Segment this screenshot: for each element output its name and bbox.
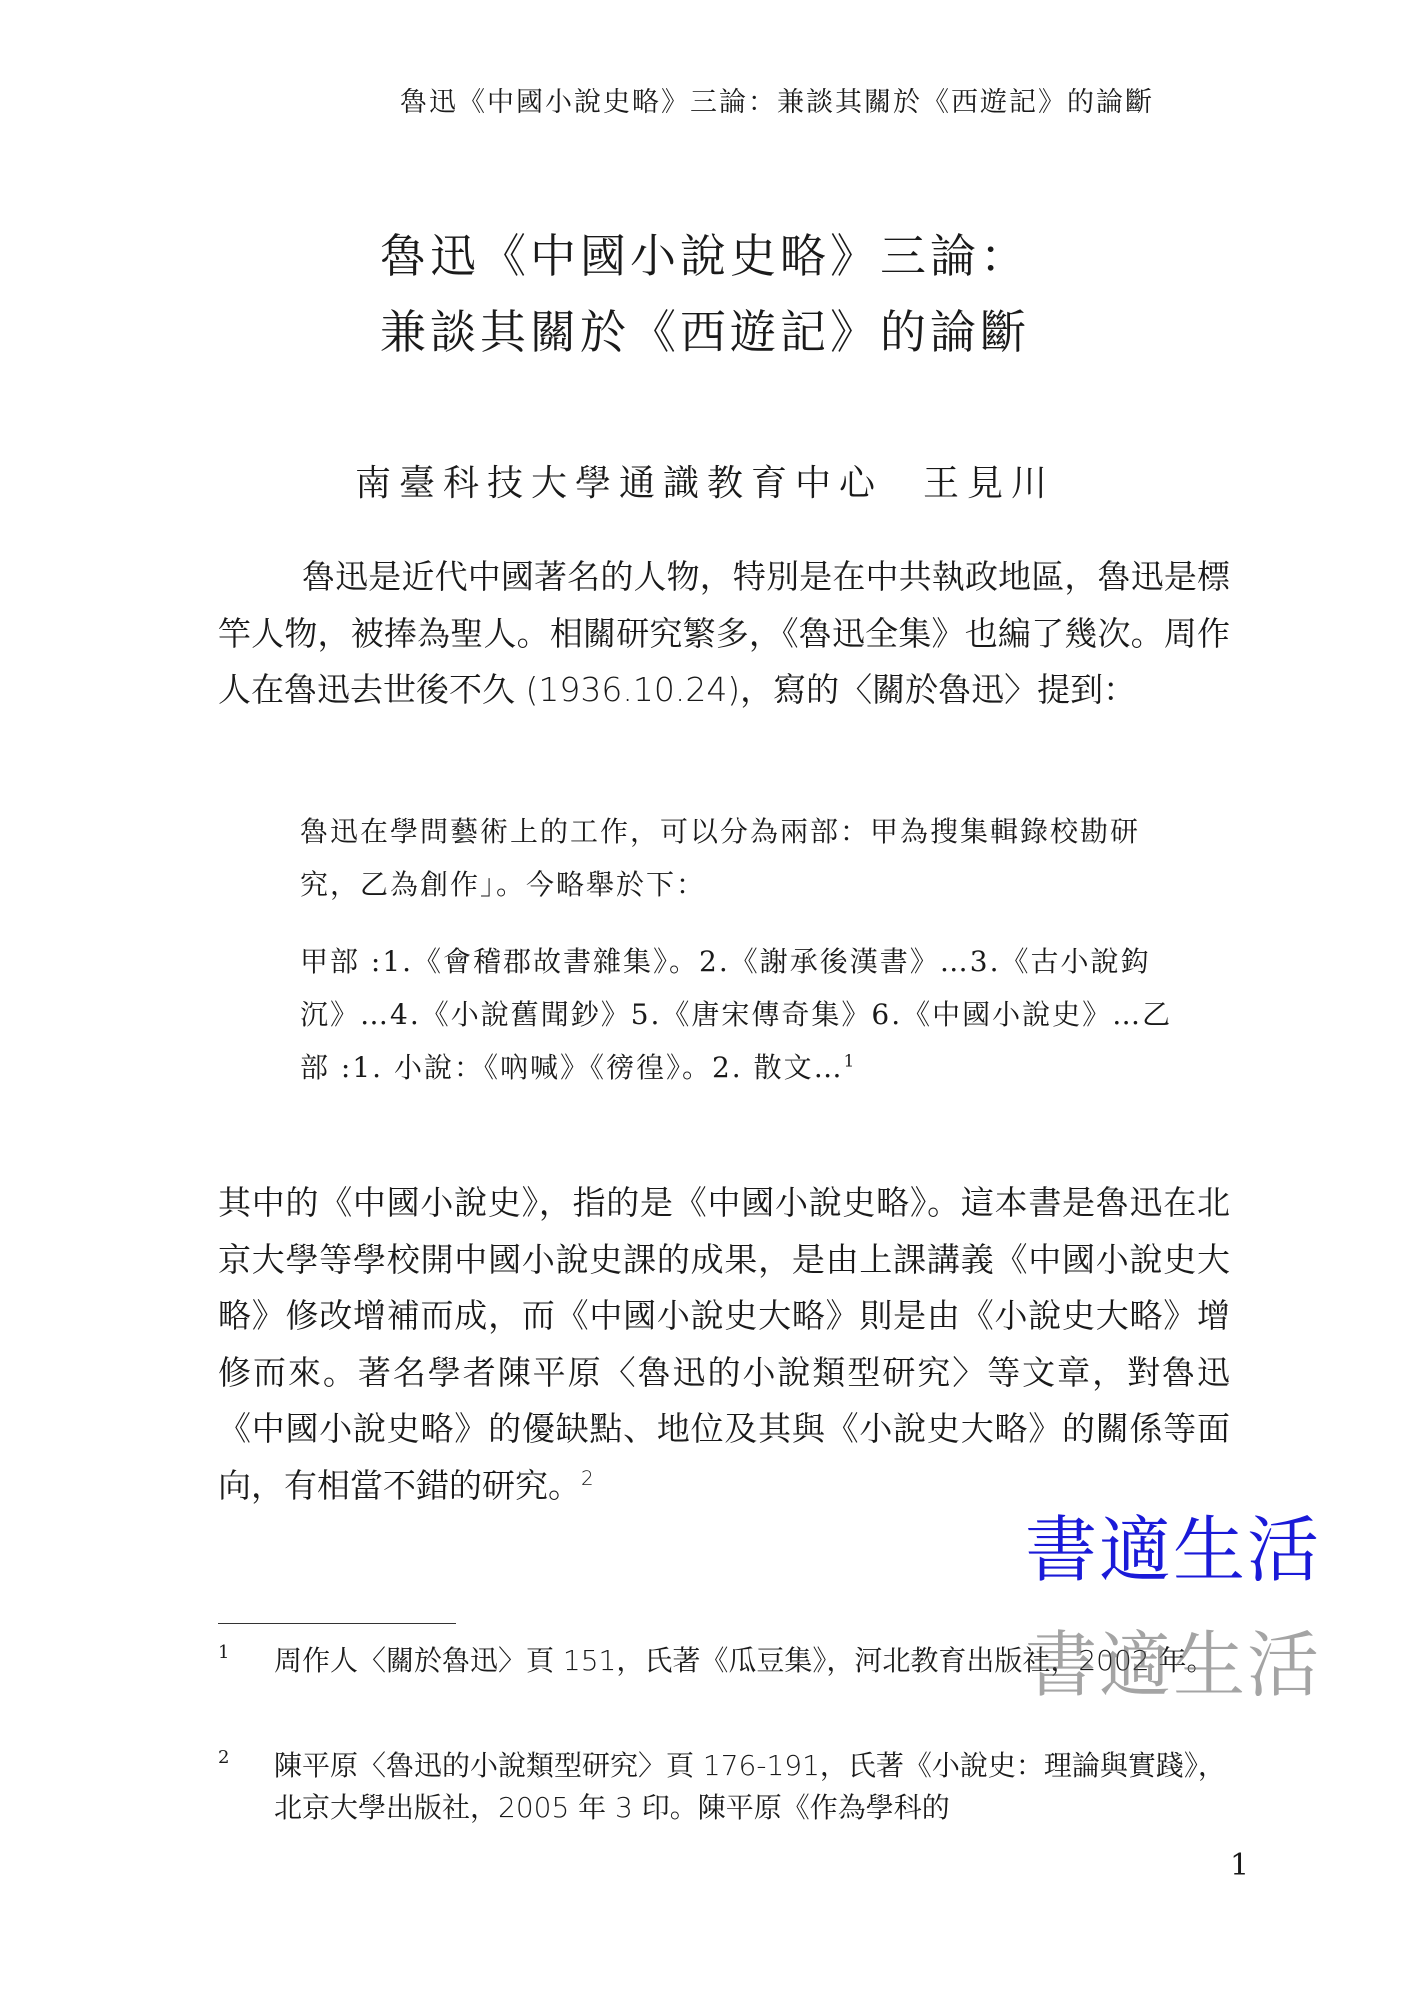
footnote-1-mark: 1 bbox=[218, 1642, 230, 1663]
running-header: 魯迅《中國小說史略》三論：兼談其關於《西遊記》的論斷 bbox=[400, 87, 1154, 118]
block-quote-2 bbox=[300, 935, 1180, 1094]
watermark-gray: 書適生活 bbox=[1025, 1623, 1322, 1707]
footnote-2 bbox=[218, 1745, 1230, 1829]
paragraph-main bbox=[218, 1175, 1230, 1514]
title-line-2: 兼談其關於《西遊記》的論斷 bbox=[380, 305, 1030, 359]
footnote-1-text: 周作人〈關於魯迅〉頁 151，氏著《瓜豆集》，河北教育出版社，2002 年。 bbox=[274, 1644, 1215, 1677]
paragraph-main-text: 其中的《中國小說史》，指的是《中國小說史略》。這本書是魯迅在北京大學等學校開中國小說史課的成果，是由上課講義《中國小說史大略》修改增補而成，而《中國小說史大略》則是由《小說史大略》增修而來。著名學者陳平原〈魯迅的小說類型研究〉等文章，對魯迅《中國小說史略》的優缺點、地位及其與《小說史大略》的關係等面向，有相當不錯的研究。 bbox=[218, 1183, 1230, 1505]
footnote-2-mark: 2 bbox=[218, 1747, 230, 1768]
author-affiliation: 南臺科技大學通識教育中心 bbox=[354, 463, 883, 504]
author-line bbox=[200, 455, 1210, 506]
footnote-ref-1[interactable]: 1 bbox=[843, 1050, 857, 1071]
block-quote-2-text: 甲部 :1.《會稽郡故書雜集》。2.《謝承後漢書》…3.《古小說鈎沉》…4.《小說舊聞鈔》5.《唐宋傳奇集》6.《中國小說史》…乙部 :1. 小說：《吶喊》《徬徨》。2. 散文… bbox=[300, 945, 1173, 1084]
watermark-blue: 書適生活 bbox=[1025, 1508, 1322, 1592]
paragraph-intro: 魯迅是近代中國著名的人物，特別是在中共執政地區，魯迅是標竿人物，被捧為聖人。相關研究繁多，《魯迅全集》也編了幾次。周作人在魯迅去世後不久 (1936.10.24)，寫的〈關於魯迅〉提到： bbox=[218, 557, 1230, 709]
title-line-1: 魯迅《中國小說史略》三論： bbox=[380, 229, 1030, 283]
footnote-ref-2[interactable]: 2 bbox=[581, 1466, 594, 1490]
footnote-2-text: 陳平原〈魯迅的小說類型研究〉頁 176-191，氏著《小說史：理論與實踐》，北京大學出版社，2005 年 3 印。陳平原《作為學科的 bbox=[274, 1749, 1226, 1824]
footnote-separator bbox=[218, 1623, 456, 1624]
author-name: 王見川 bbox=[923, 463, 1056, 504]
page-number: 1 bbox=[1230, 1848, 1250, 1883]
block-quote-1: 魯迅在學問藝術上的工作，可以分為兩部：甲為搜集輯錄校勘研究，乙為創作」。今略舉於下： bbox=[300, 815, 1141, 901]
